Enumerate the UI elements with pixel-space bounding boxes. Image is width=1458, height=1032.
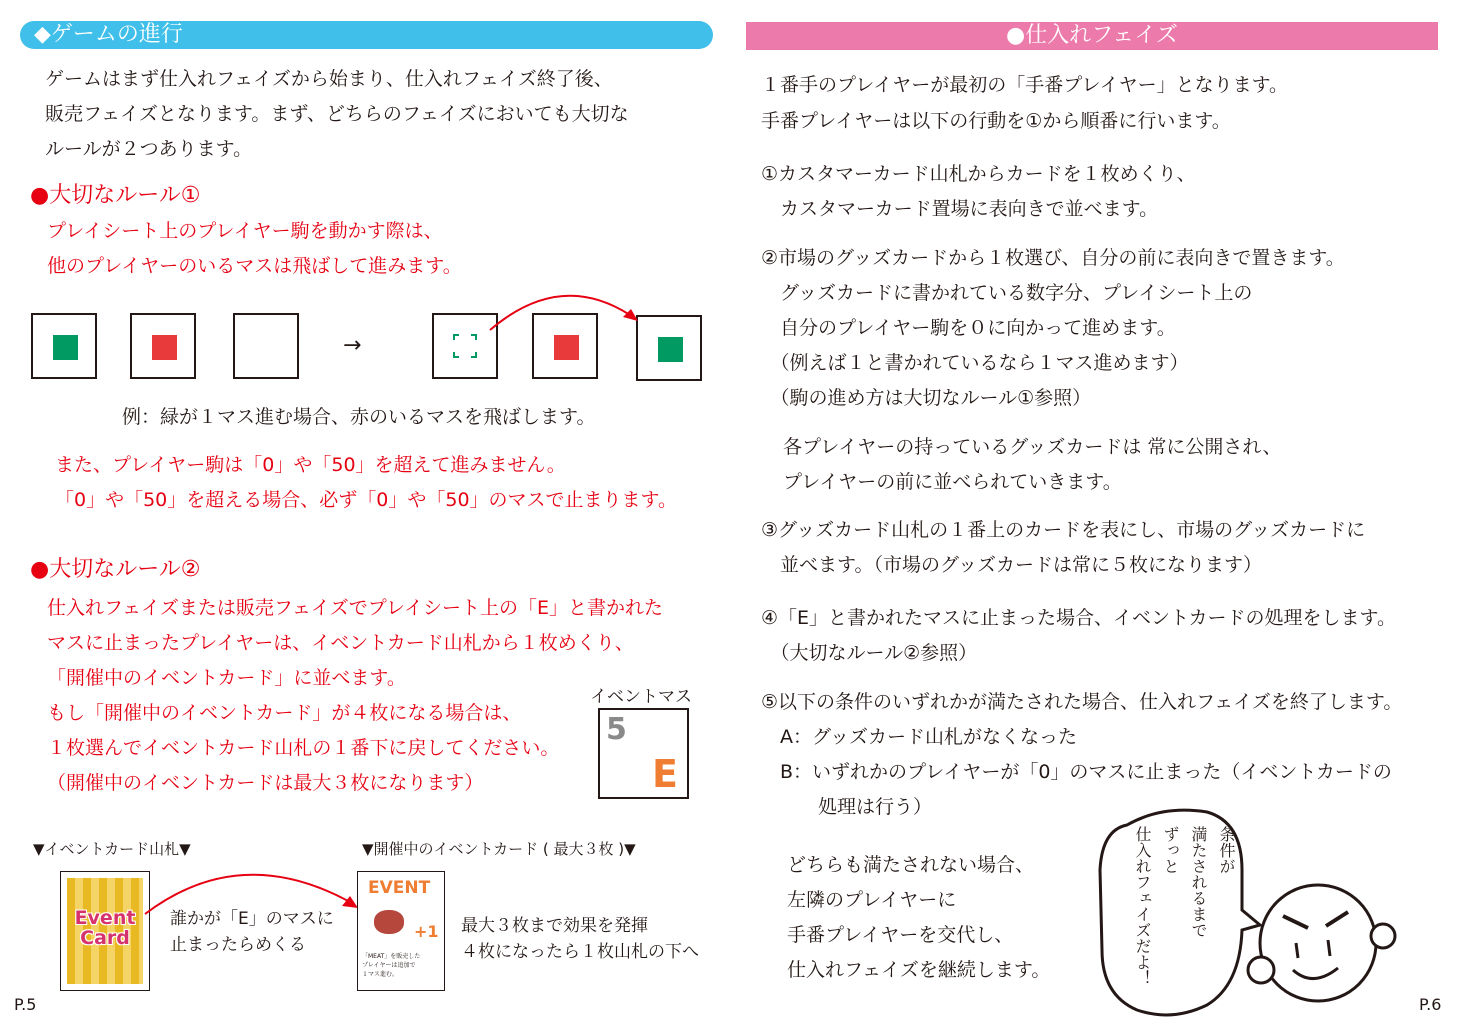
event-card-text: 「MEAT」を販売した プレイヤーは追加で １マス進む。 bbox=[362, 953, 421, 978]
step2-line: グッズカードに書かれている数字分、プレイシート上の bbox=[761, 282, 1253, 304]
event-deck-card bbox=[60, 871, 150, 991]
closing-line: 手番プレイヤーを交代し、 bbox=[787, 924, 1014, 946]
deck-label: ▼イベントカード山札▼ bbox=[33, 840, 191, 858]
step1-line: ①カスタマーカード山札からカードを１枚めくり、 bbox=[761, 163, 1196, 185]
open-event-card bbox=[357, 871, 445, 991]
rule1-title: ●大切なルール① bbox=[30, 183, 201, 208]
step5-line: A：グッズカード山札がなくなった bbox=[761, 726, 1078, 748]
rule1-extra-line: 「0」や「50」を超える場合、必ず「0」や「50」のマスで止まります。 bbox=[55, 489, 678, 511]
rule2-line: 仕入れフェイズまたは販売フェイズでプレイシート上の「E」と書かれた bbox=[47, 597, 664, 619]
step5-line: ⑤以下の条件のいずれかが満たされた場合、仕入れフェイズを終了します。 bbox=[761, 691, 1403, 713]
card-back-art bbox=[67, 878, 143, 984]
page-number: P.5 bbox=[14, 995, 37, 1014]
step2-note-line: プレイヤーの前に並べられていきます。 bbox=[783, 471, 1122, 493]
intro-line: 販売フェイズとなります。まず、どちらのフェイズにおいても大切な bbox=[45, 103, 629, 125]
event-square-letter: E bbox=[652, 752, 678, 796]
intro-line: ルールが２つあります。 bbox=[45, 138, 253, 160]
rule2-line: もし「開催中のイベントカード」が４枚になる場合は、 bbox=[47, 702, 522, 724]
speech-bubble-text: 条件が 満たされるまで ずっと 仕入れフェイズだよ！ bbox=[1133, 826, 1236, 986]
diagram-caption: 例：緑が１マス進む場合、赤のいるマスを飛ばします。 bbox=[122, 406, 596, 428]
step2-line: （駒の進め方は大切なルール①参照） bbox=[761, 387, 1092, 409]
section-header-game-progress: ◆ゲームの進行 bbox=[20, 21, 713, 49]
section-header-purchase-phase: ●仕入れフェイズ bbox=[746, 22, 1438, 50]
closing-line: どちらも満たされない場合、 bbox=[787, 854, 1035, 876]
meat-icon bbox=[374, 910, 404, 934]
event-card-bonus: +1 bbox=[414, 922, 439, 941]
card-back-title: Event Card bbox=[74, 907, 136, 949]
board-square bbox=[233, 313, 299, 379]
arrow-right-icon: → bbox=[343, 333, 362, 358]
right-intro-line: １番手のプレイヤーが最初の「手番プレイヤー」となります。 bbox=[761, 74, 1289, 96]
step5-line: B：いずれかのプレイヤーが「0」のマスに止まった（イベントカードの bbox=[761, 761, 1392, 783]
rule1-line: プレイシート上のプレイヤー駒を動かす際は、 bbox=[47, 220, 443, 242]
open-caption: 最大３枚まで効果を発揮 ４枚になったら１枚山札の下へ bbox=[461, 916, 699, 962]
closing-line: 仕入れフェイズを継続します。 bbox=[787, 959, 1051, 981]
closing-line: 左隣のプレイヤーに bbox=[787, 889, 957, 911]
rule2-title: ●大切なルール② bbox=[30, 557, 201, 582]
rule2-line: （開催中のイベントカードは最大３枚になります） bbox=[47, 772, 484, 794]
deck-caption: 誰かが「E」のマスに 止まったらめくる bbox=[170, 909, 334, 955]
step2-line: ②市場のグッズカードから１枚選び、自分の前に表向きで置きます。 bbox=[761, 247, 1345, 269]
green-piece bbox=[53, 335, 78, 360]
board-square bbox=[130, 313, 196, 379]
step1-line: カスタマーカード置場に表向きで並べます。 bbox=[761, 198, 1159, 220]
right-intro-line: 手番プレイヤーは以下の行動を①から順番に行います。 bbox=[761, 110, 1231, 132]
step5-line: 処理は行う） bbox=[761, 796, 933, 818]
page-number: P.6 bbox=[1419, 995, 1442, 1014]
rule2-line: 「開催中のイベントカード」に並べます。 bbox=[47, 667, 406, 689]
mascot-character-icon bbox=[1238, 858, 1418, 1018]
rule1-extra-line: また、プレイヤー駒は「0」や「50」を超えて進みません。 bbox=[55, 454, 566, 476]
board-square bbox=[31, 313, 97, 379]
rule1-line: 他のプレイヤーのいるマスは飛ばして進みます。 bbox=[47, 255, 462, 277]
step2-line: （例えば１と書かれているなら１マス進めます） bbox=[761, 352, 1189, 374]
step2-note-line: 各プレイヤーの持っているグッズカードは 常に公開され、 bbox=[783, 436, 1282, 458]
step4-line: ④「E」と書かれたマスに止まった場合、イベントカードの処理をします。 bbox=[761, 607, 1396, 629]
step3-line: 並べます。（市場のグッズカードは常に５枚になります） bbox=[761, 554, 1263, 576]
red-piece bbox=[152, 335, 177, 360]
event-card-title: EVENT bbox=[368, 878, 431, 898]
step4-line: （大切なルール②参照） bbox=[761, 642, 978, 664]
step3-line: ③グッズカード山札の１番上のカードを表にし、市場のグッズカードに bbox=[761, 519, 1366, 541]
step2-line: 自分のプレイヤー駒を０に向かって進めます。 bbox=[761, 317, 1176, 339]
rule2-line: １枚選んでイベントカード山札の１番下に戻してください。 bbox=[47, 737, 560, 759]
open-cards-label: ▼開催中のイベントカード ( 最大３枚 )▼ bbox=[362, 840, 636, 858]
rule2-line: マスに止まったプレイヤーは、イベントカード山札から１枚めくり、 bbox=[47, 632, 634, 654]
green-piece bbox=[658, 337, 683, 362]
event-square-number: 5 bbox=[606, 712, 627, 747]
jump-arrow-icon bbox=[480, 285, 650, 345]
intro-line: ゲームはまず仕入れフェイズから始まり、仕入れフェイズ終了後、 bbox=[45, 68, 613, 90]
event-square-label: イベントマス bbox=[590, 687, 692, 707]
event-square bbox=[598, 708, 689, 799]
